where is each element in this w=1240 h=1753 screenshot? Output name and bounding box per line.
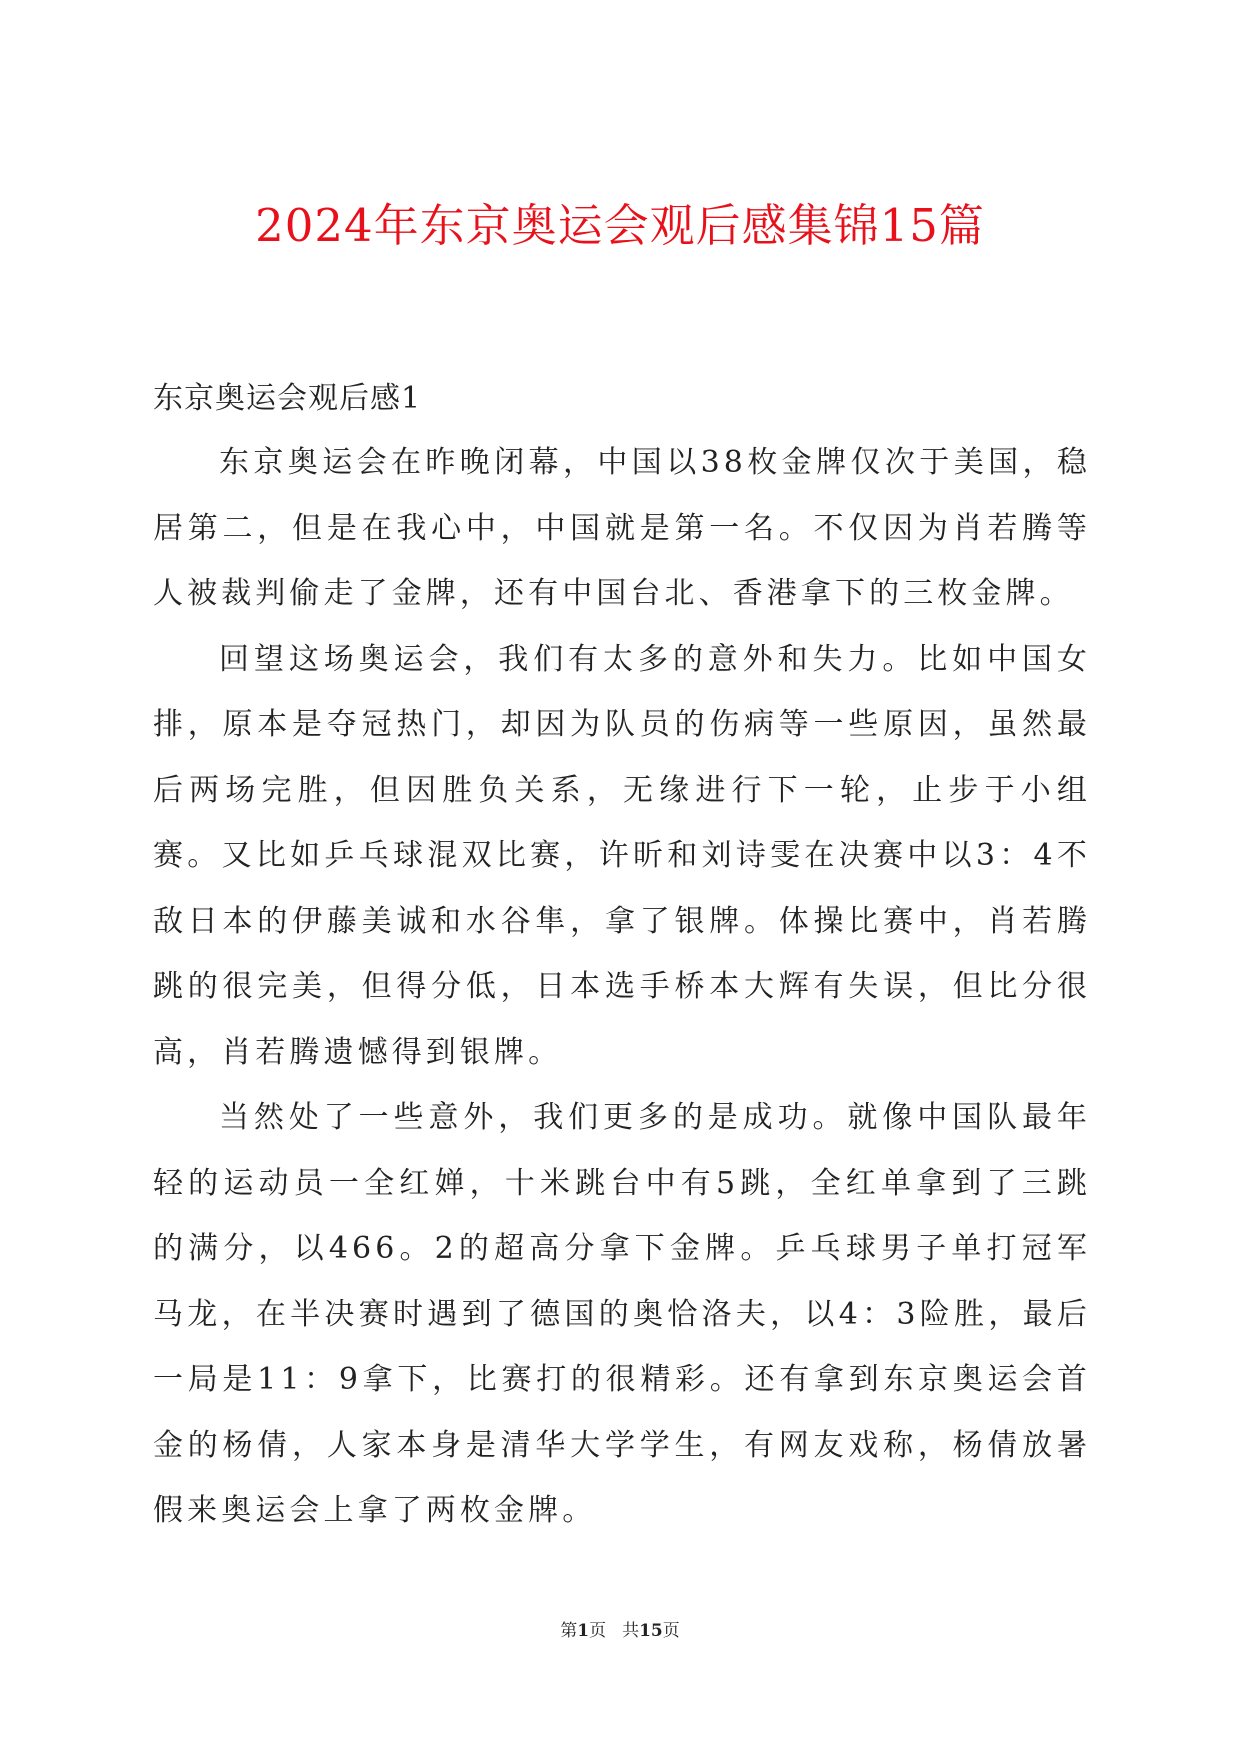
- total-pages-number: 15: [639, 1621, 663, 1641]
- total-suffix: 页: [662, 1621, 680, 1641]
- page-suffix: 页: [589, 1621, 607, 1641]
- body-paragraph-2: 回望这场奥运会，我们有太多的意外和失力。比如中国女排，原本是夺冠热门，却因为队员的伤病等一些原因，虽然最后两场完胜，但因胜负关系，无缘进行下一轮，止步于小组赛。又比如乒乓球混双比赛，许昕和刘诗雯在决赛中以3：4不敌日本的伊藤美诚和水谷隼，拿了银牌。体操比赛中，肖若腾跳的很完美，但得分低，日本选手桥本大辉有失误，但比分很高，肖若腾遗憾得到银牌。: [153, 641, 1091, 1070]
- body-paragraph-1: 东京奥运会在昨晚闭幕，中国以38枚金牌仅次于美国，稳居第二，但是在我心中，中国就是第一名。不仅因为肖若腾等人被裁判偷走了金牌，还有中国台北、香港拿下的三枚金牌。: [153, 445, 1091, 611]
- document-body: [153, 372, 1091, 1544]
- page-footer: [0, 1619, 1240, 1643]
- section-heading: 东京奥运会观后感1: [153, 381, 422, 416]
- page-prefix: 第: [560, 1621, 578, 1641]
- current-page-number: 1: [577, 1621, 590, 1641]
- document-title: 2024年东京奥运会观后感集锦15篇: [255, 199, 985, 252]
- body-paragraph-3: 当然处了一些意外，我们更多的是成功。就像中国队最年轻的运动员一全红婵，十米跳台中有5跳，全红单拿到了三跳的满分，以466。2的超高分拿下金牌。乒乓球男子单打冠军马龙，在半决赛时遇到了德国的奥恰洛夫，以4：3险胜，最后一局是11：9拿下，比赛打的很精彩。还有拿到东京奥运会首金的杨倩，人家本身是清华大学学生，有网友戏称，杨倩放暑假来奥运会上拿了两枚金牌。: [153, 1100, 1091, 1528]
- total-prefix: 共: [622, 1621, 640, 1641]
